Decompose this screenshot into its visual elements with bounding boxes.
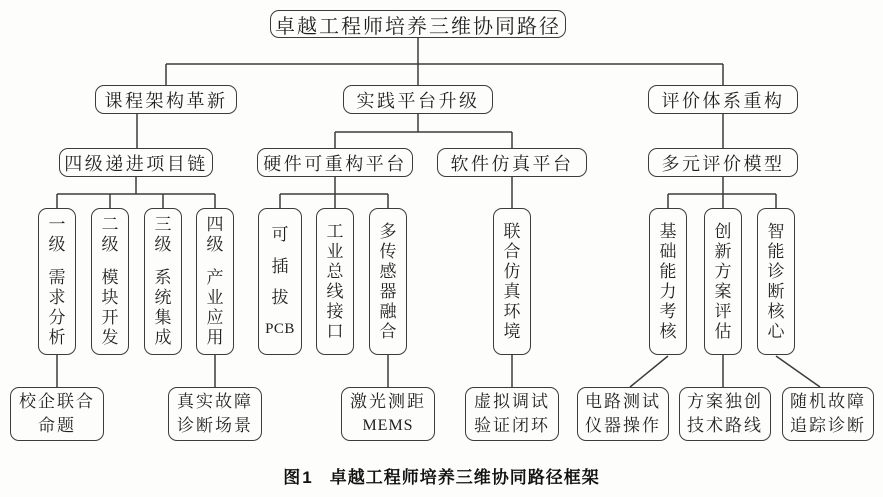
column-level1-demand-analysis: 一 级 需 求 分 析	[38, 208, 76, 355]
leaf-line: 校企联合	[19, 392, 95, 411]
column-intelligent-diagnosis-core: 智 能 诊 断 核 心	[757, 208, 795, 355]
figure-caption-tag: 图1	[283, 468, 314, 487]
leaf-line: 命题	[38, 416, 76, 435]
connector-line	[776, 356, 820, 387]
figure-caption-title: 卓越工程师培养三维协同路径框架	[329, 468, 600, 487]
column-level4-industry-application: 四 级 产 业 应 用	[196, 208, 234, 355]
column-joint-simulation-environment: 联 合 仿 真 环 境	[493, 208, 531, 355]
node-evaluation-system-rebuild: 评价体系重构	[648, 85, 798, 114]
column-level3-system-integration: 三 级 系 统 集 成	[144, 208, 182, 355]
leaf-original-plan-technical-route	[679, 387, 771, 441]
connector-line	[630, 356, 668, 387]
leaf-circuit-test-instrument-operation	[577, 387, 669, 441]
node-four-level-project-chain: 四级递进项目链	[59, 148, 213, 177]
node-hardware-reconfigurable-platform: 硬件可重构平台	[257, 148, 413, 177]
leaf-line: 激光测距	[350, 392, 426, 411]
column-innovation-plan-evaluation: 创 新 方 案 评 估	[704, 208, 742, 355]
figure-caption	[0, 463, 883, 488]
leaf-line: 仪器操作	[585, 416, 661, 435]
node-multi-evaluation-model: 多元评价模型	[648, 148, 798, 177]
column-basic-ability-assessment: 基 础 能 力 考 核	[649, 208, 687, 355]
leaf-line: 真实故障	[177, 392, 253, 411]
column-pluggable-pcb: 可 插 拔 PCB	[258, 208, 302, 355]
leaf-line: 技术路线	[687, 416, 763, 435]
leaf-line: 电路测试	[585, 392, 661, 411]
leaf-line: 诊断场景	[177, 416, 253, 435]
leaf-line: 追踪诊断	[790, 416, 866, 435]
leaf-line: 方案独创	[687, 392, 763, 411]
leaf-school-enterprise-proposition	[10, 387, 104, 441]
leaf-line: 验证闭环	[474, 416, 550, 435]
leaf-virtual-debug-verification-loop	[465, 387, 559, 441]
node-curriculum-reform: 课程架构革新	[95, 85, 237, 114]
leaf-line: MEMS	[362, 417, 414, 434]
node-root-title: 卓越工程师培养三维协同路径	[270, 10, 566, 38]
leaf-random-fault-tracking-diagnosis	[782, 387, 874, 441]
leaf-line: 随机故障	[790, 392, 866, 411]
column-level2-module-development: 二 级 模 块 开 发	[91, 208, 129, 355]
leaf-laser-ranging-mems	[341, 387, 435, 441]
leaf-real-fault-diagnosis-scene	[168, 387, 262, 441]
node-practice-platform-upgrade: 实践平台升级	[343, 85, 493, 114]
column-industrial-bus-interface: 工 业 总 线 接 口	[316, 208, 354, 355]
column-multi-sensor-fusion: 多 传 感 器 融 合	[369, 208, 407, 355]
leaf-line: 虚拟调试	[474, 392, 550, 411]
node-software-simulation-platform: 软件仿真平台	[437, 148, 587, 177]
